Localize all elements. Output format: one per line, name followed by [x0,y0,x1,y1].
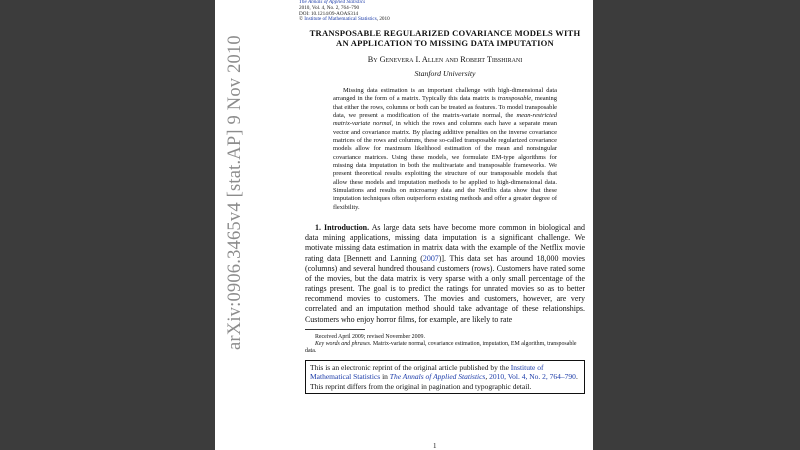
title-line-1: TRANSPOSABLE REGULARIZED COVARIANCE MODELS WITH [309,28,581,38]
intro-heading: 1. Introduction. [315,223,370,233]
copyright-org[interactable]: Institute of Mathematical Statistics [304,16,377,23]
introduction [305,223,585,325]
footnotes [305,334,585,355]
abstract-text-2: , meaning that either the rows, columns or both can be treated as features. To model transposable data, we present a modification of the matrix-variate normal, the [333,95,557,120]
copyright-icon: © [299,16,303,23]
arxiv-stamp: arXiv:0906.3465v4 [stat.AP] 9 Nov 2010 [225,35,245,350]
abstract-text-3: , in which the rows and columns each have a separate mean vector and covariance matrix. By placing additive penalties on the inverse covariance matrices of the rows and columns, these so-called transposable regularized covariance models allow for maximum likelihood estimation of the mean and nonsingular covariance matrices. Using these models, we formulate EM-type algorithms for missing data imputation in both the multivariate and transposable frameworks. We present theoretical results exploiting the structure of our transposable models that allow these models and imputation methods to be applied to high-dimensional data. Simulations and results on microarray data and the Netflix data show that these imputation techniques often outperform existing methods and offer a greater degree of flexibility. [333,120,557,211]
copyright-year: , 2010 [376,16,390,23]
paper-title [305,28,585,48]
reprint-text-4: . This reprint differs from the original in pagination and typographic detail. [310,372,578,391]
abstract-em-2: mean-restricted matrix-variate normal [333,112,557,128]
affiliation: Stanford University [414,69,476,78]
reprint-text-2: in [380,372,390,382]
keywords-text: Matrix-variate normal, covariance estimation, imputation, EM algorithm, transposable data. [305,340,577,354]
intro-text-1: As large data sets have become more common in biological and data mining applications, missing data imputation is a significant challenge. We motivate missing data estimation in matrix data with the example of the Netflix movie rating data [Bennett and Lanning ( [305,223,585,263]
doi: DOI: 10.1214/09-AOAS314 [299,10,359,17]
journal-header [299,0,499,23]
reprint-volume-link[interactable]: 2010, Vol. 4, No. 2, 764–790 [489,372,576,382]
authors: By Genevera I. Allen and Robert Tibshirani [367,55,523,64]
journal-name[interactable]: The Annals of Applied Statistics [299,0,366,5]
reprint-journal-link[interactable]: The Annals of Applied Statistics [389,372,486,382]
main-content [305,28,585,394]
left-margin [215,0,299,450]
reprint-text-3: , [485,372,490,382]
volume-line: 2010, Vol. 4, No. 2, 764–790 [299,4,360,11]
intro-text-2: )]. This data set has around 18,000 movies (columns) and several hundred thousand customers (rows). Customers have rated some of the movies, but the data matrix is very sparse with a only small percentage of the ratings present. The goal is to predict the ratings for unrated movies so as to better recommend movies to customers. The movies and customers, however, are very correlated and an imputation method should take advantage of these relationships. Customers who enjoy horror films, for example, are likely to rate [305,253,585,324]
reprint-notice [305,360,585,394]
title-line-2: AN APPLICATION TO MISSING DATA IMPUTATION [336,38,554,48]
abstract-text-1: Missing data estimation is an important challenge with high-dimensional data arranged in the form of a matrix. Typically this data matrix is [333,87,557,103]
footnote-rule [305,329,365,330]
keywords-label: Key words and phrases. [315,340,372,347]
paper-page [215,0,593,450]
abstract-em-1: transposable [497,95,532,103]
page-number: 1 [433,442,437,450]
reprint-text-1: This is an electronic reprint of the original article published by the [310,363,511,372]
citation-link[interactable]: 2007 [422,253,439,263]
received-note: Received April 2009; revised November 2009. [315,333,425,340]
reprint-org-link[interactable]: Institute of Mathematical Statistics [310,363,544,382]
abstract [333,87,557,212]
keywords-note [305,341,585,355]
